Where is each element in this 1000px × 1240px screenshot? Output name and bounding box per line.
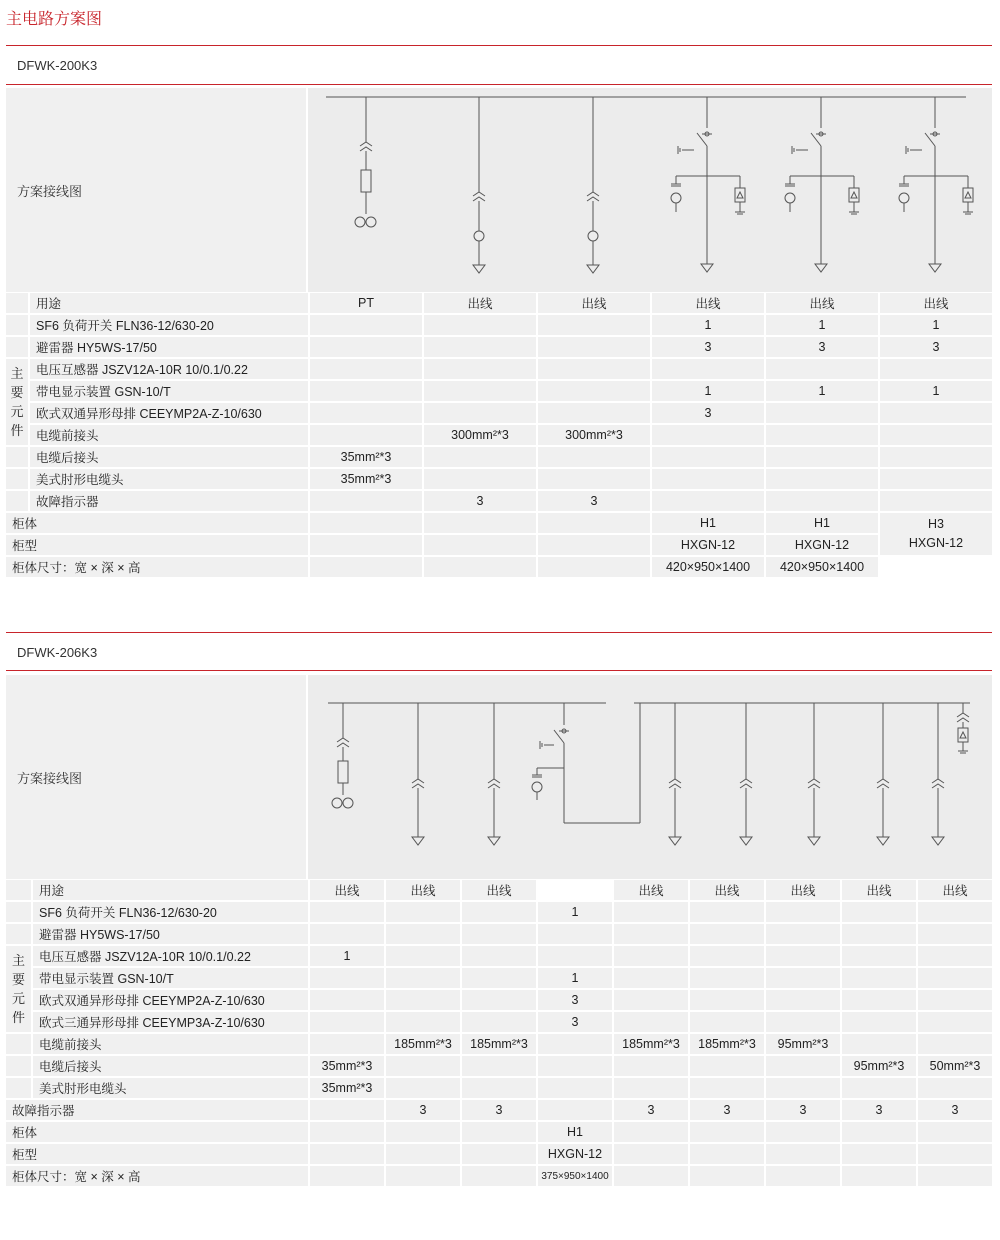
table-cell	[766, 946, 840, 968]
table-cell: 1	[766, 315, 878, 337]
diagram-label-2: 方案接线图	[17, 771, 83, 786]
table-cell	[690, 1144, 764, 1166]
table-cell	[766, 1012, 840, 1034]
table-cell: 3	[462, 1100, 536, 1122]
table-cell	[690, 924, 764, 946]
row-label-size: 柜体尺寸：宽 × 深 × 高	[6, 557, 308, 579]
table-row	[6, 293, 992, 315]
table-cell	[614, 1078, 688, 1100]
row-label: 带电显示装置 GSN-10/T	[33, 968, 308, 990]
component-table-2	[4, 880, 994, 1188]
row-label-type: 柜型	[6, 1144, 308, 1166]
table-cell	[462, 968, 536, 990]
table-cell	[918, 1122, 992, 1144]
table-row	[6, 1012, 992, 1034]
table-cell: 300mm²*3	[538, 425, 650, 447]
table-cell	[386, 1144, 460, 1166]
wiring-diagram-1	[308, 88, 992, 292]
table-cell	[842, 924, 916, 946]
table-cell	[424, 359, 536, 381]
model-name-1: DFWK-200K3	[17, 58, 98, 73]
table-cell: 1	[310, 946, 384, 968]
table-cell	[538, 469, 650, 491]
table-cell	[310, 1144, 384, 1166]
table-cell: 35mm²*3	[310, 1078, 384, 1100]
table-cell	[538, 924, 612, 946]
row-label: 避雷器 HY5WS-17/50	[33, 924, 308, 946]
table-row	[6, 1034, 992, 1056]
table-cell: 35mm²*3	[310, 447, 422, 469]
table-cell	[386, 968, 460, 990]
table-cell	[918, 1144, 992, 1166]
table-cell	[918, 968, 992, 990]
table-cell: 1	[652, 381, 764, 403]
table-cell	[310, 315, 422, 337]
column-header: 出线	[538, 293, 650, 315]
table-row	[6, 1144, 992, 1166]
table-cell	[766, 1122, 840, 1144]
table-cell	[766, 447, 878, 469]
title-divider	[6, 45, 992, 46]
table-cell: HXGN-12	[538, 1144, 612, 1166]
row-label: 美式肘形电缆头	[30, 469, 308, 491]
row-label: SF6 负荷开关 FLN36-12/630-20	[30, 315, 308, 337]
row-label: SF6 负荷开关 FLN36-12/630-20	[33, 902, 308, 924]
table-cell	[310, 990, 384, 1012]
row-label: 欧式三通异形母排 CEEYMP3A-Z-10/630	[33, 1012, 308, 1034]
table-row	[6, 469, 992, 491]
table-cell	[538, 337, 650, 359]
column-header: 出线	[918, 880, 992, 902]
table-cell: 3	[424, 491, 536, 513]
table-row	[6, 1078, 992, 1100]
row-label: 电压互感器 JSZV12A-10R 10/0.1/0.22	[33, 946, 308, 968]
table-cell	[690, 1078, 764, 1100]
table-cell	[880, 447, 992, 469]
table-cell	[424, 337, 536, 359]
column-header: 出线	[880, 293, 992, 315]
table-cell	[310, 1122, 384, 1144]
table-cell	[766, 902, 840, 924]
table-cell	[424, 447, 536, 469]
table-cell	[880, 403, 992, 425]
table-cell	[386, 924, 460, 946]
table-cell	[880, 491, 992, 513]
row-label: 避雷器 HY5WS-17/50	[30, 337, 308, 359]
section-divider-1	[6, 84, 992, 85]
table-cell: 1	[538, 902, 612, 924]
table-row	[6, 425, 992, 447]
table-cell	[918, 1034, 992, 1056]
table-cell	[614, 1144, 688, 1166]
table-row	[6, 902, 992, 924]
table-cell	[614, 990, 688, 1012]
column-header	[538, 880, 612, 902]
table-cell	[690, 1012, 764, 1034]
section-divider-2a	[6, 632, 992, 633]
column-header: 出线	[310, 880, 384, 902]
column-header: 出线	[614, 880, 688, 902]
table-cell: 3	[766, 1100, 840, 1122]
table-cell	[614, 902, 688, 924]
table-cell	[310, 968, 384, 990]
table-cell	[462, 1056, 536, 1078]
table-cell: 1	[652, 315, 764, 337]
table-row	[6, 491, 992, 513]
table-row	[6, 359, 992, 381]
side-label-main-components: 主 要 元 件	[6, 946, 31, 1034]
table-cell	[538, 557, 650, 579]
table-cell: H1	[538, 1122, 612, 1144]
table-cell: 3	[614, 1100, 688, 1122]
row-label-size: 柜体尺寸：宽 × 深 × 高	[6, 1166, 308, 1188]
table-cell	[766, 469, 878, 491]
table-cell	[386, 902, 460, 924]
table-cell	[462, 1166, 536, 1188]
table-cell	[462, 1122, 536, 1144]
table-cell	[424, 381, 536, 403]
page-title: 主电路方案图	[6, 11, 103, 28]
table-cell	[386, 1056, 460, 1078]
table-cell	[538, 946, 612, 968]
table-cell	[538, 535, 650, 557]
table-cell	[918, 902, 992, 924]
table-cell	[386, 1122, 460, 1144]
component-table-1	[4, 293, 994, 579]
table-cell	[310, 381, 422, 403]
table-cell	[880, 469, 992, 491]
table-cell	[424, 469, 536, 491]
table-cell	[386, 946, 460, 968]
table-cell: 3	[538, 990, 612, 1012]
table-cell	[538, 1034, 612, 1056]
table-cell	[652, 359, 764, 381]
table-cell	[310, 425, 422, 447]
side-label-main-components: 主 要 元 件	[6, 359, 28, 447]
table-cell	[538, 1078, 612, 1100]
table-cell	[614, 1012, 688, 1034]
table-row	[6, 1056, 992, 1078]
table-cell: 3	[690, 1100, 764, 1122]
table-row	[6, 337, 992, 359]
table-cell: 3	[538, 1012, 612, 1034]
table-cell	[652, 425, 764, 447]
table-cell: 1	[766, 381, 878, 403]
table-cell: H1	[652, 513, 764, 535]
table-cell: 185mm²*3	[690, 1034, 764, 1056]
table-cell	[918, 946, 992, 968]
table-cell: 3	[842, 1100, 916, 1122]
table-cell	[614, 1166, 688, 1188]
table-cell: 50mm²*3	[918, 1056, 992, 1078]
model-name-2: DFWK-206K3	[17, 645, 98, 660]
table-cell	[386, 990, 460, 1012]
table-cell: 3	[918, 1100, 992, 1122]
table-cell	[842, 1144, 916, 1166]
table-cell	[462, 1012, 536, 1034]
table-cell	[842, 1122, 916, 1144]
table-row	[6, 924, 992, 946]
table-cell	[766, 1056, 840, 1078]
table-cell	[842, 946, 916, 968]
table-cell	[386, 1078, 460, 1100]
wiring-diagram-svg-2	[308, 675, 992, 879]
table-cell	[614, 1056, 688, 1078]
table-cell	[538, 447, 650, 469]
table-cell: 3	[880, 337, 992, 359]
table-cell	[310, 1166, 384, 1188]
row-label: 欧式双通异形母排 CEEYMP2A-Z-10/630	[30, 403, 308, 425]
table-cell: 3	[652, 403, 764, 425]
table-row	[6, 447, 992, 469]
row-label: 带电显示装置 GSN-10/T	[30, 381, 308, 403]
table-row	[6, 990, 992, 1012]
table-cell: 185mm²*3	[386, 1034, 460, 1056]
table-cell	[310, 1012, 384, 1034]
column-header: 出线	[462, 880, 536, 902]
table-cell	[310, 535, 422, 557]
column-header: 出线	[386, 880, 460, 902]
table-cell: 95mm²*3	[842, 1056, 916, 1078]
table-row	[6, 315, 992, 337]
table-row	[6, 1122, 992, 1144]
table-cell	[462, 990, 536, 1012]
table-row	[6, 968, 992, 990]
table-cell: 3	[386, 1100, 460, 1122]
table-cell	[424, 535, 536, 557]
table-cell	[766, 968, 840, 990]
table-cell	[310, 403, 422, 425]
table-cell	[310, 337, 422, 359]
row-label: 电缆前接头	[30, 425, 308, 447]
column-header: PT	[310, 293, 422, 315]
table-cell: 35mm²*3	[310, 469, 422, 491]
wiring-diagram-2	[308, 675, 992, 879]
table-cell	[386, 1166, 460, 1188]
table-cell	[462, 924, 536, 946]
table-cell	[614, 1122, 688, 1144]
row-label: 美式肘形电缆头	[33, 1078, 308, 1100]
table-cell	[538, 381, 650, 403]
table-cell: 185mm²*3	[614, 1034, 688, 1056]
table-cell	[842, 1078, 916, 1100]
table-cell	[766, 359, 878, 381]
table-row	[6, 946, 992, 968]
table-cell	[918, 990, 992, 1012]
table-cell	[424, 557, 536, 579]
row-label-cabinet: 柜体	[6, 1122, 308, 1144]
row-label: 电缆前接头	[33, 1034, 308, 1056]
table-row	[6, 535, 992, 557]
table-cell	[424, 403, 536, 425]
table-cell	[310, 513, 422, 535]
table-cell	[690, 946, 764, 968]
table-cell	[690, 990, 764, 1012]
table-cell	[538, 1100, 612, 1122]
table-cell	[842, 1166, 916, 1188]
table-cell	[462, 946, 536, 968]
table-cell	[690, 1056, 764, 1078]
table-cell	[386, 1012, 460, 1034]
table-cell-h3: H3 HXGN-12	[880, 513, 992, 557]
table-cell	[652, 491, 764, 513]
table-cell	[842, 902, 916, 924]
table-cell	[880, 425, 992, 447]
row-label: 电缆后接头	[33, 1056, 308, 1078]
table-cell: HXGN-12	[652, 535, 764, 557]
table-row	[6, 513, 992, 535]
table-row	[6, 880, 992, 902]
column-header: 出线	[424, 293, 536, 315]
table-cell	[310, 924, 384, 946]
table-cell	[690, 902, 764, 924]
table-row	[6, 557, 992, 579]
table-cell	[652, 447, 764, 469]
table-cell	[766, 1078, 840, 1100]
table-cell	[842, 990, 916, 1012]
table-row	[6, 381, 992, 403]
column-header: 出线	[652, 293, 764, 315]
row-label-fault: 故障指示器	[6, 1100, 308, 1122]
row-label-cabinet: 柜体	[6, 513, 308, 535]
row-label-type: 柜型	[6, 535, 308, 557]
row-label: 电缆后接头	[30, 447, 308, 469]
table-cell	[462, 902, 536, 924]
table-row	[6, 1166, 992, 1188]
column-header: 出线	[842, 880, 916, 902]
table-cell: 3	[538, 491, 650, 513]
table-cell	[766, 924, 840, 946]
table-cell	[310, 359, 422, 381]
table-cell	[614, 968, 688, 990]
table-cell: 1	[880, 315, 992, 337]
table-cell	[690, 1122, 764, 1144]
table-cell	[690, 968, 764, 990]
table-cell	[538, 315, 650, 337]
table-cell: H1	[766, 513, 878, 535]
table-cell	[310, 1100, 384, 1122]
table-cell	[766, 425, 878, 447]
column-header: 出线	[766, 293, 878, 315]
table-cell	[424, 513, 536, 535]
wiring-diagram-svg-1	[308, 88, 992, 292]
table-cell	[918, 924, 992, 946]
table-cell: HXGN-12	[766, 535, 878, 557]
table-row	[6, 403, 992, 425]
table-cell: 420×950×1400	[652, 557, 764, 579]
table-cell	[842, 1012, 916, 1034]
row-label: 电压互感器 JSZV12A-10R 10/0.1/0.22	[30, 359, 308, 381]
table-cell	[918, 1078, 992, 1100]
row-label-usage: 用途	[33, 880, 308, 902]
table-cell	[462, 1144, 536, 1166]
table-cell	[310, 491, 422, 513]
table-cell	[766, 1144, 840, 1166]
table-cell	[310, 902, 384, 924]
table-cell	[310, 557, 422, 579]
column-header: 出线	[690, 880, 764, 902]
table-cell	[538, 359, 650, 381]
table-cell: 3	[766, 337, 878, 359]
table-cell	[880, 359, 992, 381]
table-cell	[880, 557, 992, 579]
table-cell: 95mm²*3	[766, 1034, 840, 1056]
table-cell	[652, 469, 764, 491]
table-cell	[614, 924, 688, 946]
row-label-usage: 用途	[30, 293, 308, 315]
table-row	[6, 1100, 992, 1122]
table-cell	[842, 968, 916, 990]
table-cell	[614, 946, 688, 968]
table-cell	[690, 1166, 764, 1188]
table-cell	[766, 403, 878, 425]
table-cell: 375×950×1400	[538, 1166, 612, 1188]
table-cell: 420×950×1400	[766, 557, 878, 579]
table-cell	[462, 1078, 536, 1100]
table-cell	[310, 1034, 384, 1056]
table-cell	[424, 315, 536, 337]
diagram-label-1: 方案接线图	[17, 184, 83, 199]
table-cell: 3	[652, 337, 764, 359]
table-cell	[918, 1166, 992, 1188]
row-label: 故障指示器	[30, 491, 308, 513]
table-cell	[766, 491, 878, 513]
table-cell	[538, 513, 650, 535]
table-cell: 300mm²*3	[424, 425, 536, 447]
table-cell: 1	[538, 968, 612, 990]
column-header: 出线	[766, 880, 840, 902]
table-cell: 35mm²*3	[310, 1056, 384, 1078]
table-cell	[918, 1012, 992, 1034]
table-cell	[842, 1034, 916, 1056]
section-divider-2	[6, 670, 992, 671]
row-label: 欧式双通异形母排 CEEYMP2A-Z-10/630	[33, 990, 308, 1012]
table-cell	[766, 1166, 840, 1188]
table-cell	[538, 403, 650, 425]
table-cell: 1	[880, 381, 992, 403]
table-cell: 185mm²*3	[462, 1034, 536, 1056]
table-cell	[766, 990, 840, 1012]
table-cell	[538, 1056, 612, 1078]
